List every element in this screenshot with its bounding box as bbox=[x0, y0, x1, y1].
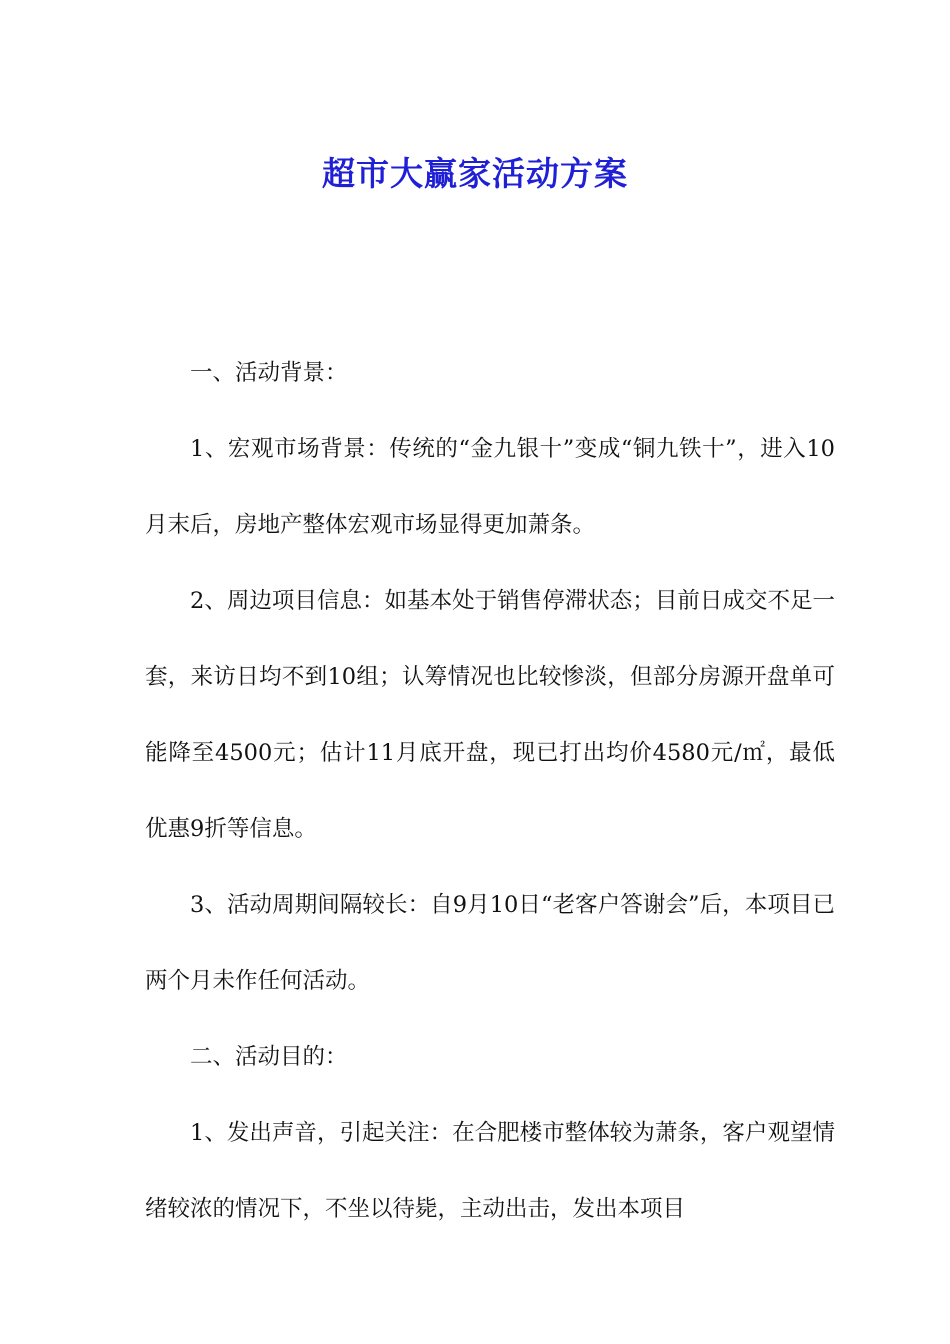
paragraph-surrounding-projects: 2、周边项目信息：如基本处于销售停滞状态；目前日成交不足一套，来访日均不到10组；认筹情况也比较惨淡，但部分房源开盘单可能降至4500元；估计11月底开盘，现已打出均价4580元/㎡，最低优惠9折等信息。 bbox=[145, 588, 835, 842]
section-heading-purpose: 二、活动目的： bbox=[190, 1044, 348, 1070]
paragraph-attract-attention: 1、发出声音，引起关注：在合肥楼市整体较为萧条，客户观望情绪较浓的情况下，不坐以待毙，主动出击，发出本项目 bbox=[145, 1120, 835, 1222]
document-body bbox=[145, 335, 835, 1247]
paragraph-activity-interval: 3、活动周期间隔较长：自9月10日“老客户答谢会”后，本项目已两个月未作任何活动。 bbox=[145, 892, 835, 994]
document-title: 超市大赢家活动方案 bbox=[322, 154, 628, 194]
paragraph-macro-market: 1、宏观市场背景：传统的“金九银十”变成“铜九铁十”，进入10月末后，房地产整体宏观市场显得更加萧条。 bbox=[145, 436, 835, 538]
section-heading-background: 一、活动背景： bbox=[190, 360, 348, 386]
